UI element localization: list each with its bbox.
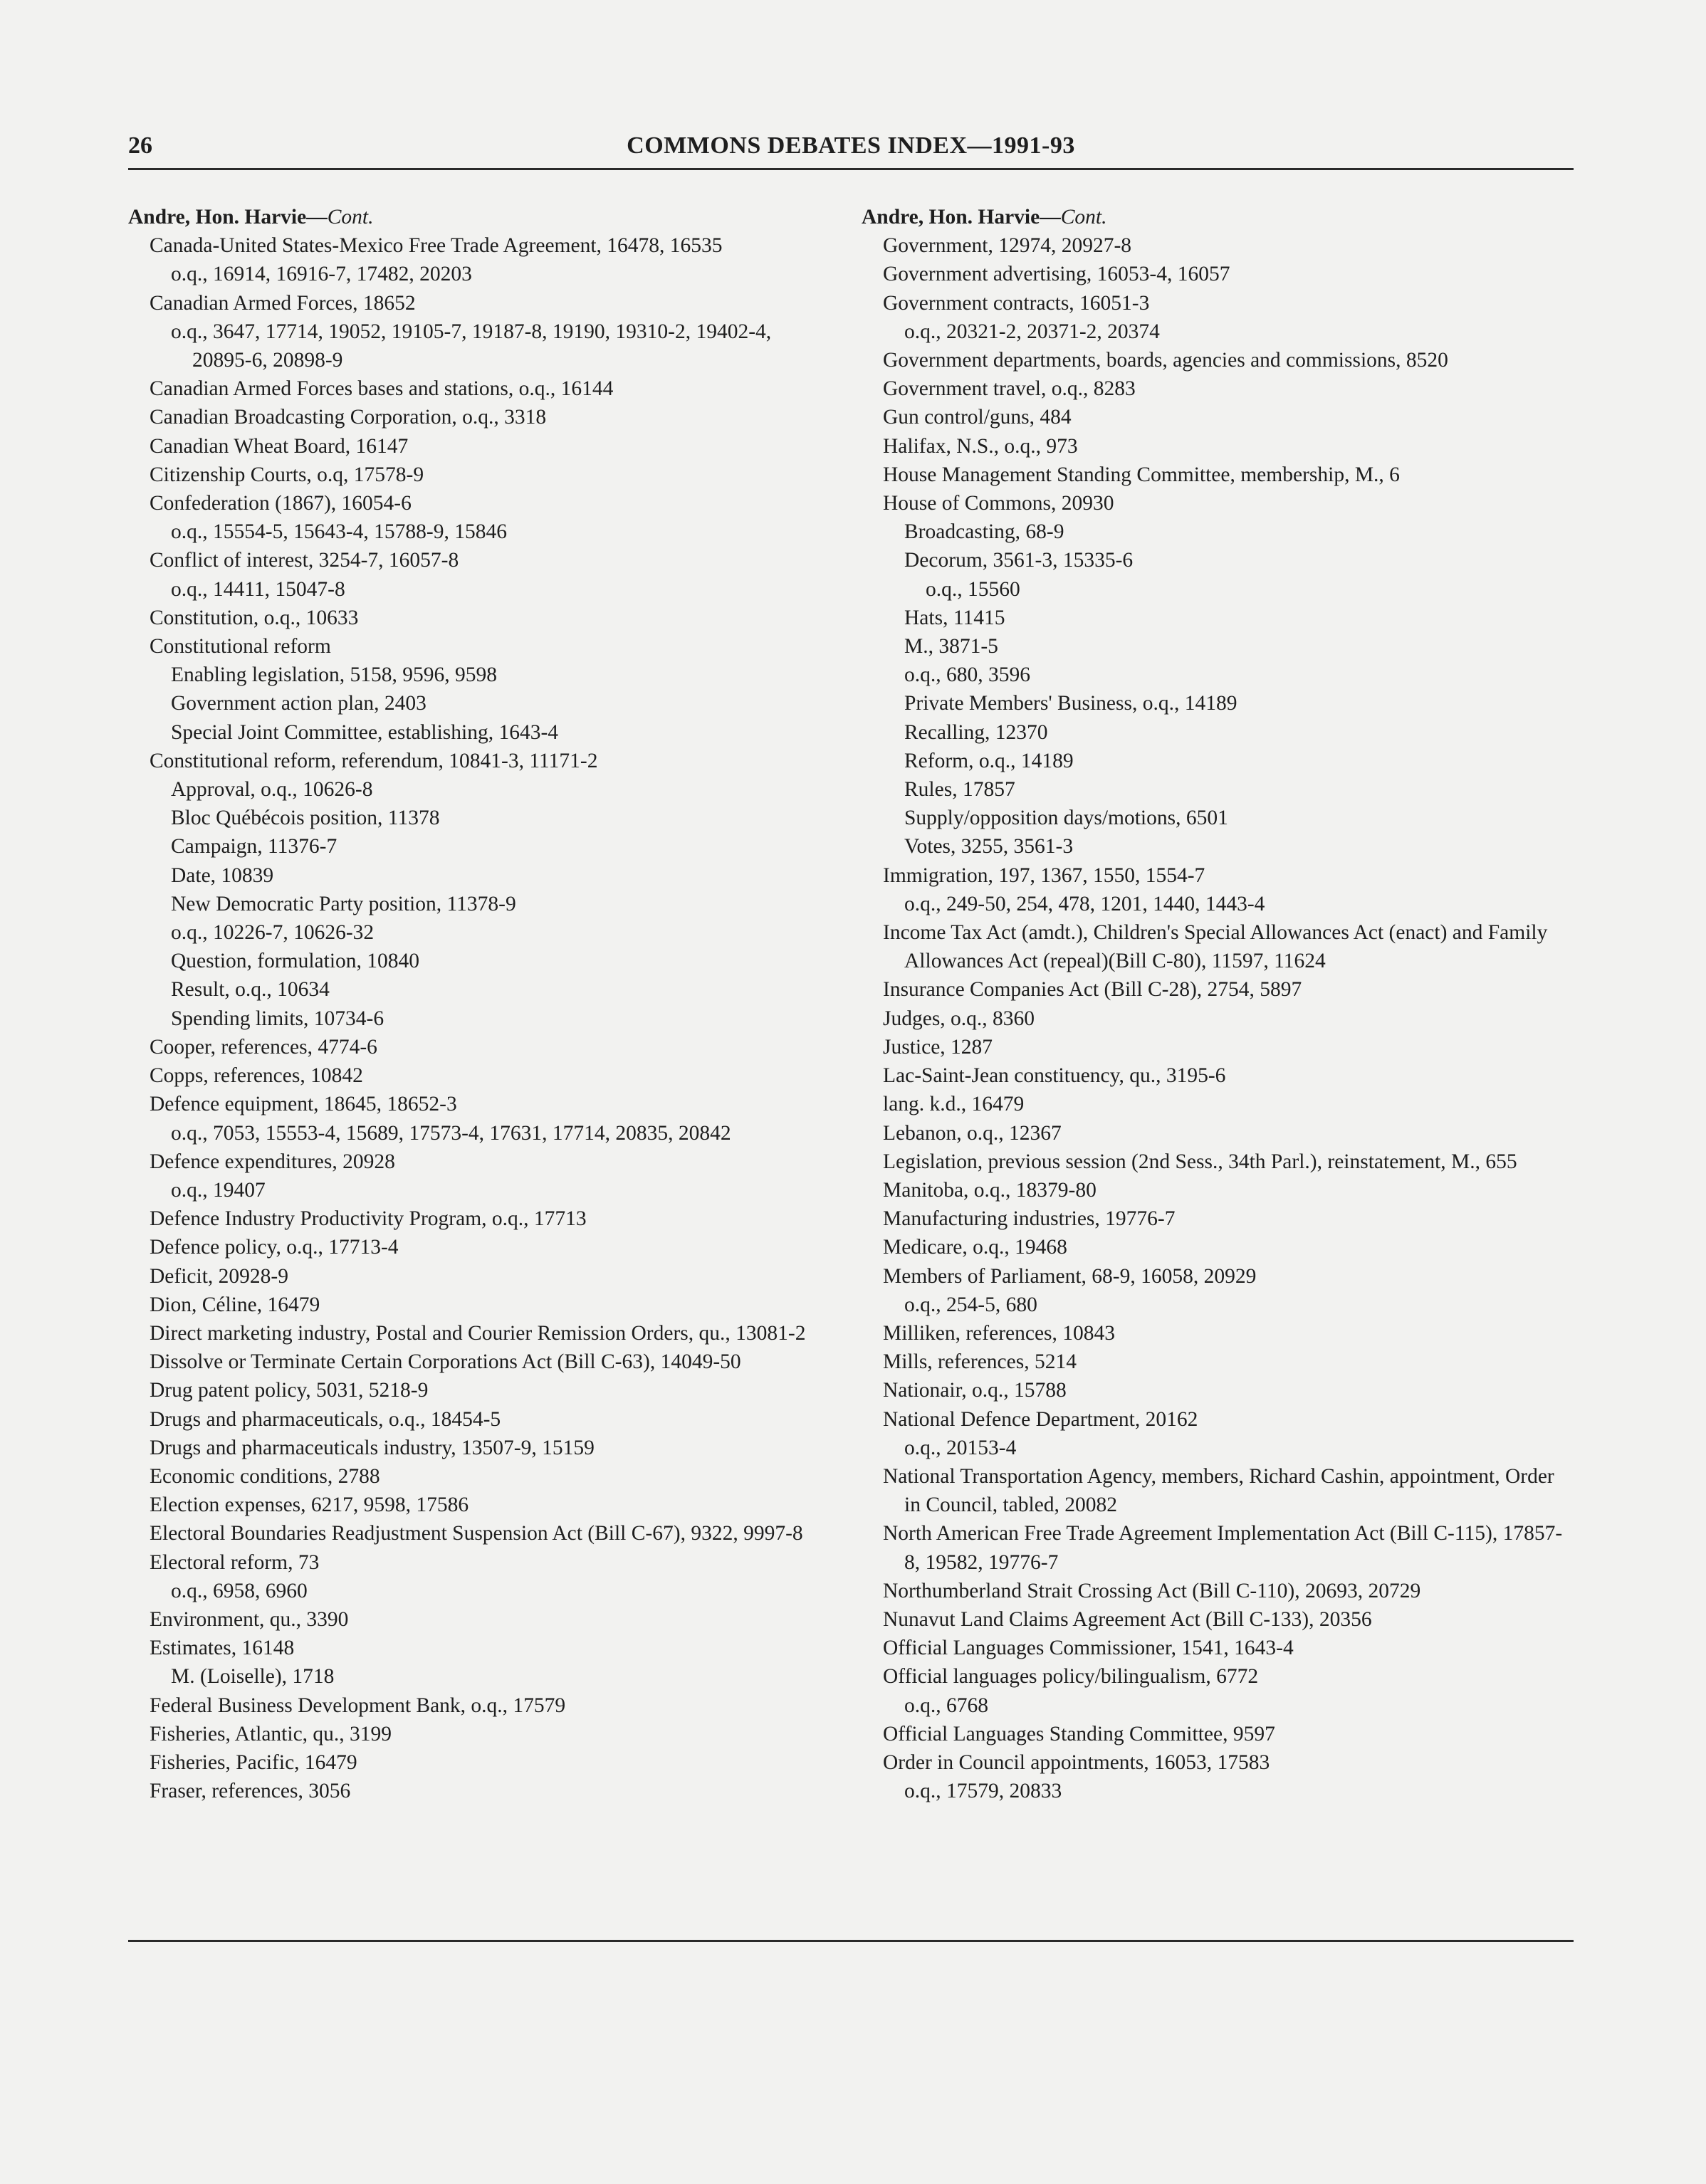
index-subentry: o.q., 7053, 15553-4, 15689, 17573-4, 17631, 17714, 20835, 20842: [171, 1121, 731, 1145]
index-entry: Conflict of interest, 3254-7, 16057-8: [150, 549, 459, 572]
index-subentry: Hats, 11415: [904, 606, 1005, 629]
index-entry: Legislation, previous session (2nd Sess., 34th Parl.), reinstatement, M., 655: [883, 1150, 1517, 1173]
index-entry: Election expenses, 6217, 9598, 17586: [150, 1493, 469, 1517]
index-entry: Estimates, 16148: [150, 1637, 295, 1660]
index-entry: Fisheries, Atlantic, qu., 3199: [150, 1722, 392, 1745]
index-entry: Official Languages Standing Committee, 9597: [883, 1722, 1275, 1745]
index-entry: Government advertising, 16053-4, 16057: [883, 263, 1230, 286]
index-entry: Official Languages Commissioner, 1541, 1643-4: [883, 1637, 1294, 1660]
index-entry: North American Free Trade Agreement Implementation Act (Bill C-115), 17857-8, 19582, 19776-7: [883, 1522, 1563, 1574]
index-subentry: Decorum, 3561-3, 15335-6: [904, 549, 1134, 572]
index-subentry: Enabling legislation, 5158, 9596, 9598: [171, 663, 498, 687]
index-entry: Deficit, 20928-9: [150, 1264, 288, 1288]
index-subentry: Reform, o.q., 14189: [904, 749, 1074, 772]
index-entry: Immigration, 197, 1367, 1550, 1554-7: [883, 863, 1205, 887]
index-entry: Canada-United States-Mexico Free Trade Agreement, 16478, 16535: [150, 234, 723, 258]
index-entry: Federal Business Development Bank, o.q., 17579: [150, 1694, 566, 1717]
index-subentry: Government action plan, 2403: [171, 692, 426, 715]
index-entry: Fisheries, Pacific, 16479: [150, 1750, 357, 1774]
index-subentry: o.q., 19407: [171, 1178, 266, 1202]
heading-cont: Cont.: [327, 206, 374, 229]
index-entry: Milliken, references, 10843: [883, 1321, 1116, 1345]
index-entry: National Transportation Agency, members, Richard Cashin, appointment, Order in Council, tabled, 20082: [883, 1464, 1554, 1517]
index-subentry: M., 3871-5: [904, 635, 998, 658]
index-subentry: o.q., 15560: [926, 577, 1020, 601]
index-subentry: Supply/opposition days/motions, 6501: [904, 807, 1228, 830]
index-entry: Government departments, boards, agencies and commissions, 8520: [883, 349, 1448, 372]
index-entry: Drugs and pharmaceuticals, o.q., 18454-5: [150, 1407, 501, 1431]
index-entry: Canadian Armed Forces bases and stations, o.q., 16144: [150, 377, 614, 401]
index-subentry: M. (Loiselle), 1718: [171, 1665, 335, 1689]
index-subentry: Votes, 3255, 3561-3: [904, 835, 1074, 859]
index-entry: Defence equipment, 18645, 18652-3: [150, 1093, 457, 1116]
index-subentry: o.q., 14411, 15047-8: [171, 577, 345, 601]
index-entry: Constitution, o.q., 10633: [150, 606, 359, 629]
running-title: COMMONS DEBATES INDEX—1991-93: [627, 132, 1075, 159]
index-entry: Defence expenditures, 20928: [150, 1150, 395, 1173]
index-subentry: o.q., 20153-4: [904, 1436, 1017, 1459]
index-entry: Government contracts, 16051-3: [883, 291, 1150, 315]
index-subentry: Recalling, 12370: [904, 720, 1048, 744]
index-entry: Confederation (1867), 16054-6: [150, 492, 412, 515]
index-entry: Economic conditions, 2788: [150, 1464, 380, 1488]
index-subentry: o.q., 6768: [904, 1694, 988, 1717]
index-entry: Halifax, N.S., o.q., 973: [883, 434, 1078, 458]
index-entry: Government, 12974, 20927-8: [883, 234, 1132, 258]
index-entry: Order in Council appointments, 16053, 17583: [883, 1750, 1270, 1774]
index-subentry: o.q., 10226-7, 10626-32: [171, 921, 375, 945]
index-subentry: Result, o.q., 10634: [171, 978, 330, 1002]
index-subentry: o.q., 16914, 16916-7, 17482, 20203: [171, 263, 472, 286]
index-entry: Insurance Companies Act (Bill C-28), 2754, 5897: [883, 978, 1302, 1002]
index-entry: Dissolve or Terminate Certain Corporations Act (Bill C-63), 14049-50: [150, 1350, 741, 1374]
index-entry: Defence policy, o.q., 17713-4: [150, 1236, 399, 1259]
index-entry: Canadian Broadcasting Corporation, o.q., 3318: [150, 406, 547, 429]
index-entry: Manitoba, o.q., 18379-80: [883, 1178, 1097, 1202]
index-subentry: Approval, o.q., 10626-8: [171, 778, 373, 802]
index-entry: Canadian Armed Forces, 18652: [150, 291, 416, 315]
index-subentry: o.q., 3647, 17714, 19052, 19105-7, 19187-8, 19190, 19310-2, 19402-4, 20895-6, 20898-9: [171, 320, 772, 372]
index-entry: Lebanon, o.q., 12367: [883, 1121, 1062, 1145]
index-entry: Judges, o.q., 8360: [883, 1007, 1035, 1030]
heading-cont: Cont.: [1060, 206, 1107, 229]
index-entry: Copps, references, 10842: [150, 1064, 363, 1088]
index-subentry: o.q., 249-50, 254, 478, 1201, 1440, 1443-4: [904, 892, 1265, 915]
index-column-right: [862, 203, 1574, 1805]
index-entry: Gun control/guns, 484: [883, 406, 1072, 429]
index-subentry: Private Members' Business, o.q., 14189: [904, 692, 1237, 715]
page-number: 26: [128, 132, 152, 159]
index-entry: Electoral Boundaries Readjustment Suspension Act (Bill C-67), 9322, 9997-8: [150, 1522, 803, 1545]
index-entry: Lac-Saint-Jean constituency, qu., 3195-6: [883, 1064, 1226, 1088]
index-entry: Mills, references, 5214: [883, 1350, 1077, 1374]
header-rule: [128, 168, 1574, 170]
index-entry: lang. k.d., 16479: [883, 1093, 1025, 1116]
index-entry: Drug patent policy, 5031, 5218-9: [150, 1379, 429, 1402]
index-column-left: [128, 203, 819, 1805]
index-entry: Government travel, o.q., 8283: [883, 377, 1136, 401]
index-subentry: Spending limits, 10734-6: [171, 1007, 384, 1030]
index-subentry: Question, formulation, 10840: [171, 950, 420, 973]
index-entry: Environment, qu., 3390: [150, 1607, 349, 1631]
index-entry: House of Commons, 20930: [883, 492, 1114, 515]
index-subentry: Campaign, 11376-7: [171, 835, 337, 859]
index-entry: Nunavut Land Claims Agreement Act (Bill C-133), 20356: [883, 1607, 1372, 1631]
index-entry: House Management Standing Committee, membership, M., 6: [883, 463, 1400, 486]
index-entry: Constitutional reform, referendum, 10841-3, 11171-2: [150, 749, 598, 772]
index-entry: Drugs and pharmaceuticals industry, 13507-9, 15159: [150, 1436, 595, 1459]
index-entry: Cooper, references, 4774-6: [150, 1035, 377, 1059]
index-entry: Direct marketing industry, Postal and Courier Remission Orders, qu., 13081-2: [150, 1321, 806, 1345]
index-subentry: o.q., 15554-5, 15643-4, 15788-9, 15846: [171, 520, 507, 544]
index-entry: Dion, Céline, 16479: [150, 1293, 320, 1316]
index-subentry: New Democratic Party position, 11378-9: [171, 892, 516, 915]
page-header: [128, 127, 1574, 167]
index-entry: Canadian Wheat Board, 16147: [150, 434, 409, 458]
index-heading: [128, 203, 819, 231]
index-subentry: Bloc Québécois position, 11378: [171, 807, 440, 830]
index-subentry: o.q., 6958, 6960: [171, 1579, 308, 1602]
index-subentry: Date, 10839: [171, 863, 274, 887]
index-subentry: o.q., 17579, 20833: [904, 1780, 1062, 1803]
index-entry: Fraser, references, 3056: [150, 1780, 351, 1803]
index-entry: Electoral reform, 73: [150, 1550, 320, 1574]
heading-name: Andre, Hon. Harvie—: [862, 206, 1061, 229]
index-entry: Northumberland Strait Crossing Act (Bill C-110), 20693, 20729: [883, 1579, 1421, 1602]
index-entry: Citizenship Courts, o.q, 17578-9: [150, 463, 424, 486]
index-entry: Official languages policy/bilingualism, 6772: [883, 1665, 1259, 1689]
index-subentry: o.q., 20321-2, 20371-2, 20374: [904, 320, 1160, 343]
index-subentry: Special Joint Committee, establishing, 1643-4: [171, 720, 559, 744]
index-entry: Nationair, o.q., 15788: [883, 1379, 1067, 1402]
index-entry: National Defence Department, 20162: [883, 1407, 1198, 1431]
index-entry: Justice, 1287: [883, 1035, 993, 1059]
index-subentry: Rules, 17857: [904, 778, 1015, 802]
index-entry: Income Tax Act (amdt.), Children's Special Allowances Act (enact) and Family Allowances Act (repeal)(Bill C-80), 11597, 11624: [883, 921, 1548, 973]
index-entry: Defence Industry Productivity Program, o.q., 17713: [150, 1207, 587, 1231]
index-entry: Manufacturing industries, 19776-7: [883, 1207, 1176, 1231]
index-subentry: o.q., 680, 3596: [904, 663, 1030, 687]
footer-rule: [128, 1940, 1574, 1942]
index-subentry: o.q., 254-5, 680: [904, 1293, 1037, 1316]
index-entry: Members of Parliament, 68-9, 16058, 20929: [883, 1264, 1257, 1288]
index-subentry: Broadcasting, 68-9: [904, 520, 1064, 544]
heading-name: Andre, Hon. Harvie—: [128, 206, 328, 229]
index-entry: Constitutional reform: [150, 635, 331, 658]
index-entry: Medicare, o.q., 19468: [883, 1236, 1067, 1259]
index-heading: [862, 203, 1574, 231]
